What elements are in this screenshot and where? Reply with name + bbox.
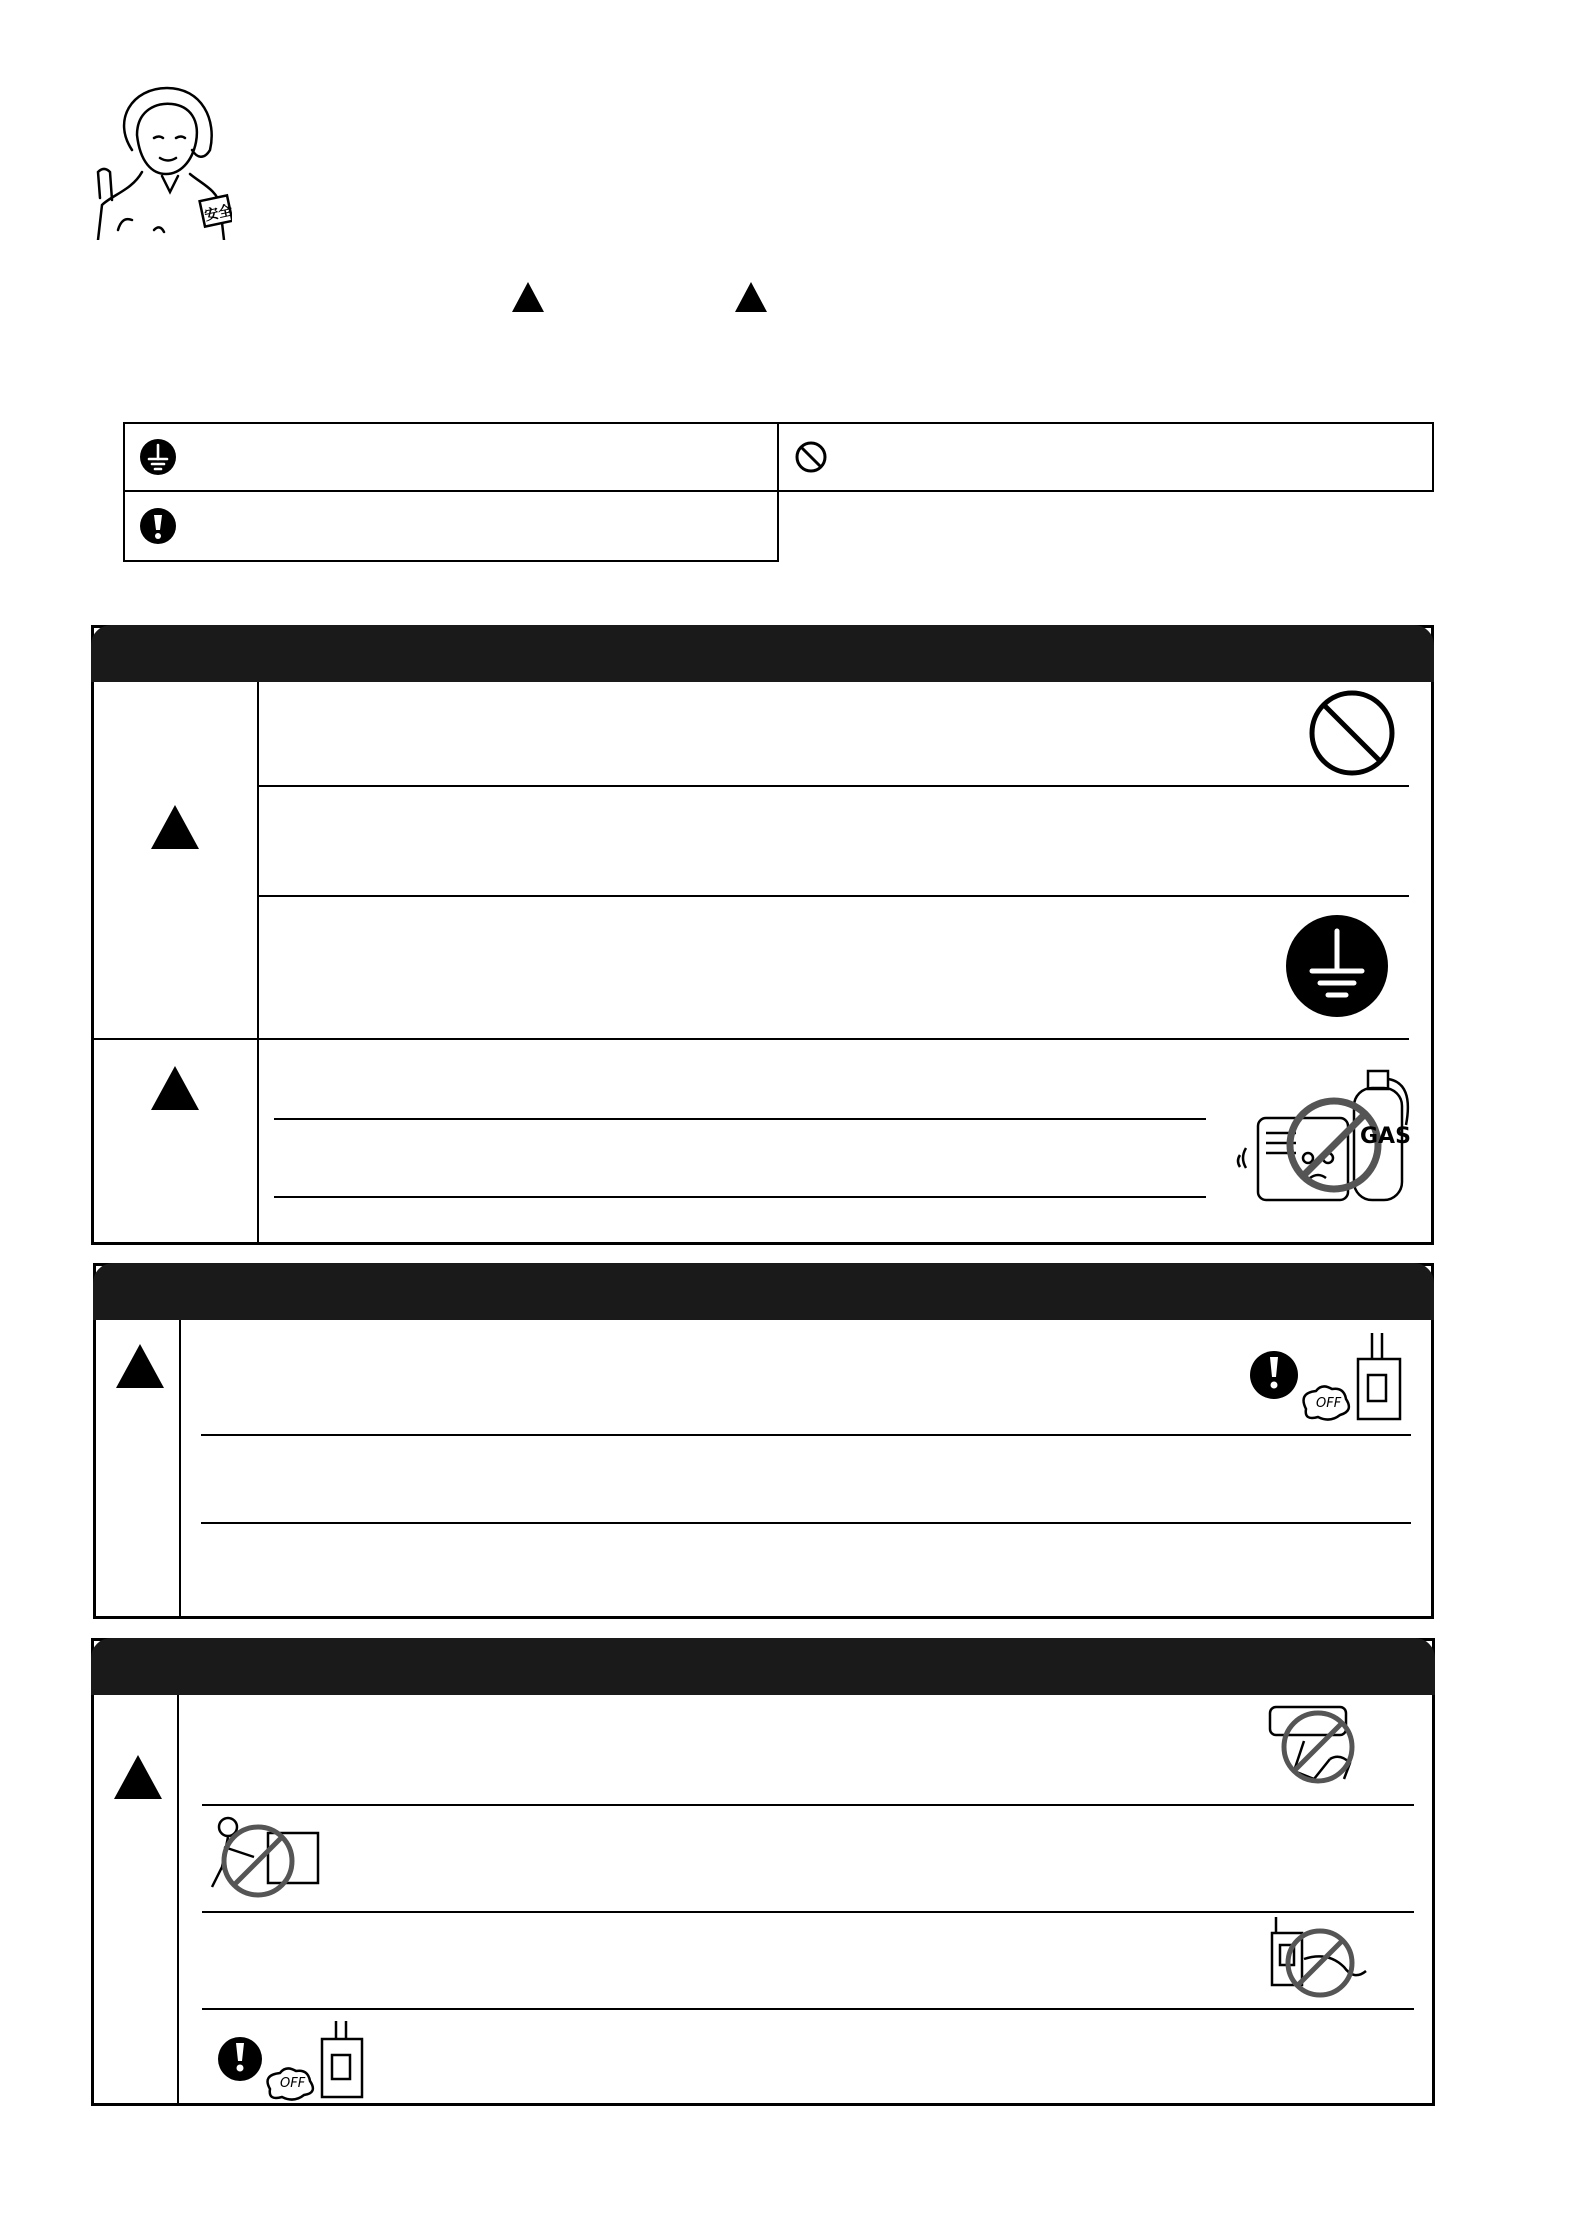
ground-symbol-icon: [1284, 913, 1390, 1019]
warning-triangle-icon: [151, 805, 199, 849]
warning-triangle-icon: [512, 282, 544, 312]
caution-triangle-icon: [735, 282, 767, 312]
svg-text:OFF: OFF: [1316, 1396, 1342, 1411]
breaker-off-illustration: [212, 2021, 382, 2101]
svg-text:安全: 安全: [203, 202, 232, 225]
panel-1-header: [91, 625, 1434, 682]
exclamation-icon: [139, 507, 177, 545]
person-outdoor-unit-prohibited-illustration: [206, 1813, 326, 1905]
prohibit-icon: [793, 439, 829, 475]
woman-thumbs-up-icon: [92, 80, 232, 240]
legend-prohibit: [777, 422, 1434, 492]
outlet-prohibited-illustration: [1264, 1915, 1374, 2003]
ground-icon: [139, 438, 177, 476]
warning-triangle-icon: [114, 1755, 162, 1799]
breaker-off-illustration: [1246, 1331, 1416, 1431]
warning-panel-1: [91, 625, 1434, 1245]
warning-triangle-icon: [116, 1344, 164, 1388]
svg-text:OFF: OFF: [280, 2076, 306, 2091]
indoor-unit-prohibited-illustration: [1264, 1701, 1384, 1793]
caution-triangle-icon: [151, 1066, 199, 1110]
panel-3-header: [91, 1638, 1435, 1695]
legend-mandatory: [123, 490, 779, 562]
legend-ground: [123, 422, 779, 492]
mascot-illustration: [92, 80, 232, 240]
panel-2-header: [93, 1263, 1434, 1320]
gas-cylinder-prohibited-illustration: [1236, 1063, 1426, 1213]
svg-text:GAS: GAS: [1360, 1124, 1411, 1149]
warning-panel-3: [91, 1638, 1435, 2106]
prohibition-icon: [1307, 688, 1397, 778]
warning-panel-2: [93, 1263, 1434, 1619]
